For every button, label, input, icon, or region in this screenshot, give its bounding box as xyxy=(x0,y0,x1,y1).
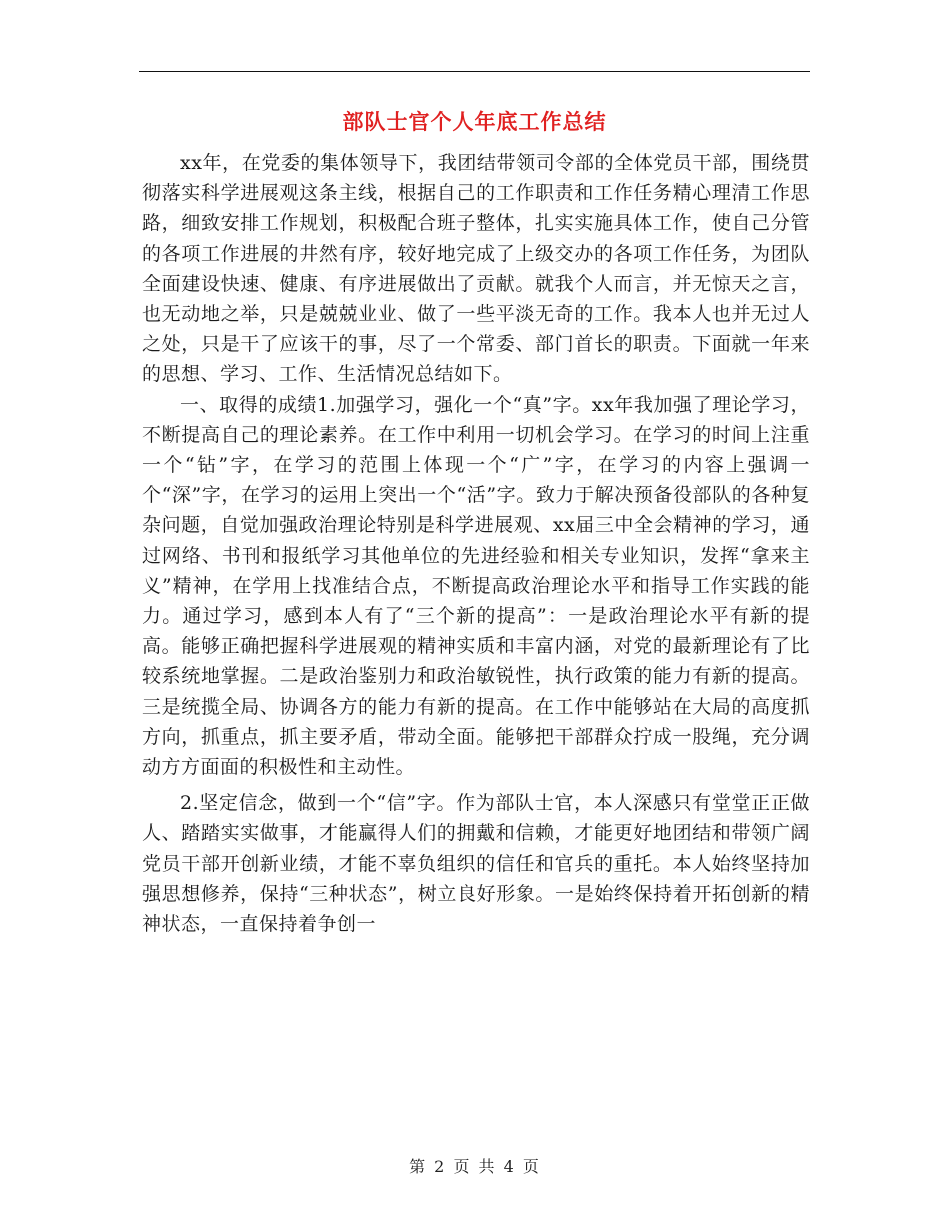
paragraph-intro: xx年，在党委的集体领导下，我团结带领司令部的全体党员干部，围绕贯彻落实科学进展观这条主线，根据自己的工作职责和工作任务精心理清工作思路，细致安排工作规划，积极配合班子整体，扎实实施具体工作，使自己分管的各项工作进展的井然有序，较好地完成了上级交办的各项工作任务，为团队全面建设快速、健康、有序进展做出了贡献。就我个人而言，并无惊天之言，也无动地之举，只是兢兢业业、做了一些平淡无奇的工作。我本人也并无过人之处，只是干了应该干的事，尽了一个常委、部门首长的职责。下面就一年来的思想、学习、工作、生活情况总结如下。 xyxy=(142,152,810,386)
paragraph-achievements: 一、取得的成绩1.加强学习，强化一个“真”字。xx年我加强了理论学习，不断提高自己的理论素养。在工作中利用一切机会学习。在学习的时间上注重一个“钻”字，在学习的范围上体现一个“广”字，在学习的内容上强调一个“深”字，在学习的运用上突出一个“活”字。致力于解决预备役部队的各种复杂问题，自觉加强政治理论特别是科学进展观、xx届三中全会精神的学习，通过网络、书刊和报纸学习其他单位的先进经验和相关专业知识，发挥“拿来主义”精神，在学用上找准结合点，不断提高政治理论水平和指导工作实践的能力。通过学习，感到本人有了“三个新的提高”：一是政治理论水平有新的提高。能够正确把握科学进展观的精神实质和丰富内涵，对党的最新理论有了比较系统地掌握。二是政治鉴别力和政治敏锐性，执行政策的能力有新的提高。三是统揽全局、协调各方的能力有新的提高。在工作中能够站在大局的高度抓方向，抓重点，抓主要矛盾，带动全面。能够把干部群众拧成一股绳，充分调动方方面面的积极性和主动性。 xyxy=(142,393,810,779)
page-number: 第 2 页 共 4 页 xyxy=(409,1157,541,1176)
document-body xyxy=(142,148,810,939)
header-rule xyxy=(139,71,810,72)
document-title: 部队士官个人年底工作总结 xyxy=(342,109,607,134)
paragraph-belief: 2.坚定信念，做到一个“信”字。作为部队士官，本人深感只有堂堂正正做人、踏踏实实做事，才能赢得人们的拥戴和信赖，才能更好地团结和带领广阔党员干部开创新业绩，才能不辜负组织的信任和官兵的重托。本人始终坚持加强思想修养，保持“三种状态”，树立良好形象。一是始终保持着开拓创新的精神状态，一直保持着争创一 xyxy=(142,792,810,936)
